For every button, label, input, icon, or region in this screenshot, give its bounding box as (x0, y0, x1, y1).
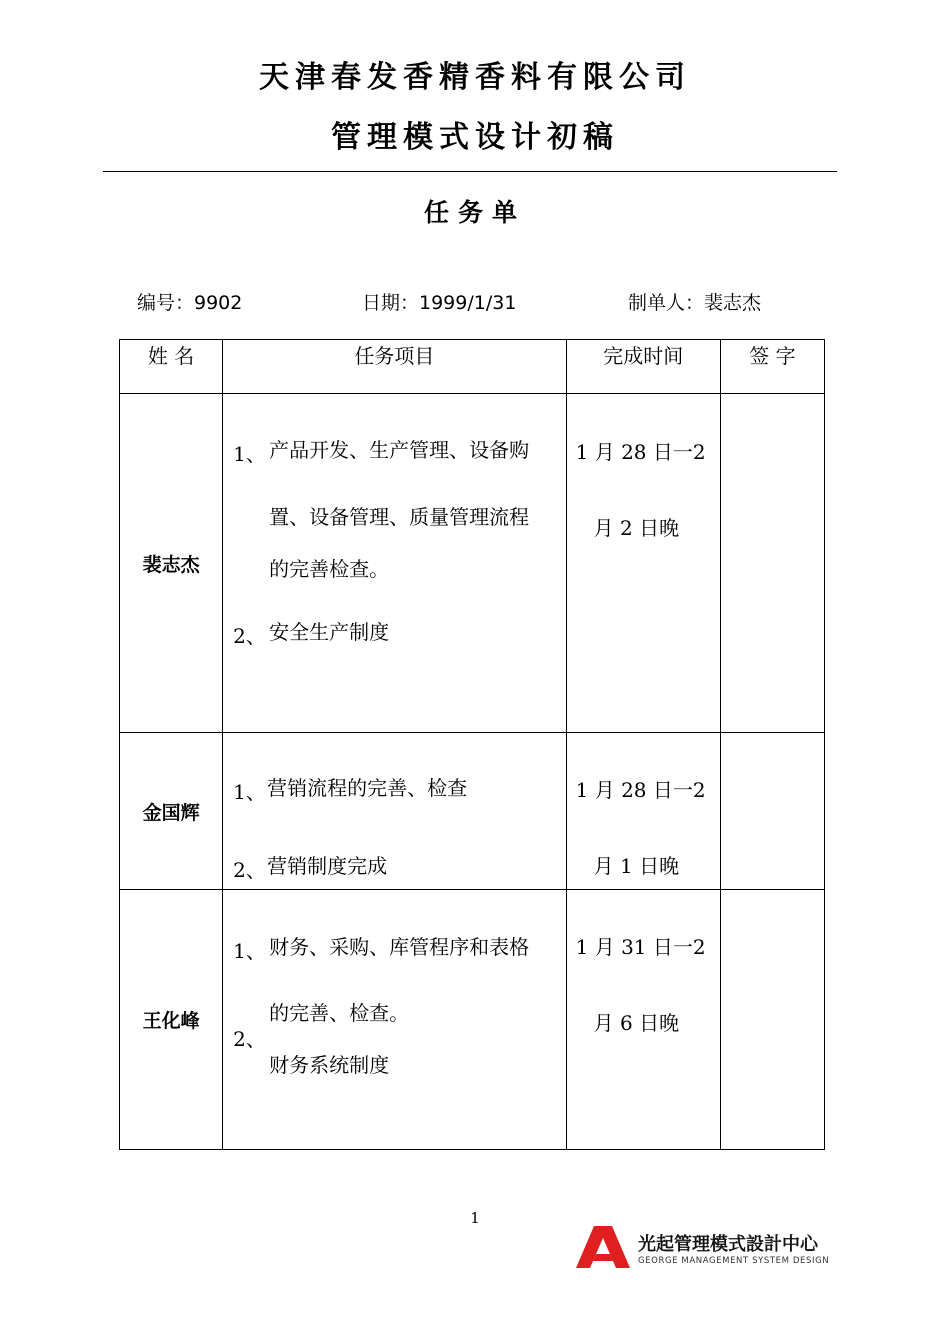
document-subtitle: 管理模式设计初稿 (331, 120, 619, 155)
task-number: 2、 (233, 624, 266, 648)
form-date: 日期：1999/1/31 (362, 292, 517, 314)
header-sign: 签 字 (720, 340, 824, 394)
task-number: 2、 (233, 858, 266, 882)
signature-cell (720, 890, 824, 1150)
task-line: 置、设备管理、质量管理流程 (269, 505, 530, 529)
header-task: 任务项目 (223, 340, 566, 394)
page-number: 1 (470, 1209, 480, 1227)
deadline-line: 1 月 31 日一2 (575, 935, 706, 959)
signature-cell (720, 394, 824, 733)
task-cell (223, 890, 566, 1150)
deadline-cell (566, 733, 720, 890)
task-number: 1、 (233, 939, 266, 963)
task-table (119, 339, 825, 1150)
logo-english-name: GEORGE MANAGEMENT SYSTEM DESIGN (638, 1256, 830, 1266)
header-name: 姓 名 (120, 340, 223, 394)
deadline-line: 1 月 28 日一2 (575, 440, 706, 464)
header-divider (103, 171, 837, 172)
deadline-line: 1 月 28 日一2 (575, 778, 706, 802)
task-line: 的完善、检查。 (269, 1001, 410, 1025)
deadline-line: 月 6 日晚 (593, 1011, 680, 1035)
assignee-name: 金国辉 (120, 733, 223, 890)
table-row (120, 890, 825, 1150)
form-maker: 制单人：裴志杰 (628, 292, 762, 314)
task-number: 1、 (233, 780, 266, 804)
deadline-line: 月 2 日晚 (593, 516, 680, 540)
task-line: 财务、采购、库管程序和表格 (269, 935, 530, 959)
form-title: 任务单 (423, 198, 526, 227)
logo-chinese-name: 光起管理模式設計中心 (638, 1234, 818, 1255)
footer-logo (574, 1226, 844, 1270)
signature-cell (720, 733, 824, 890)
task-number: 2、 (233, 1027, 266, 1051)
deadline-cell (566, 890, 720, 1150)
deadline-line: 月 1 日晚 (593, 854, 680, 878)
task-cell (223, 394, 566, 733)
header-time: 完成时间 (566, 340, 720, 394)
task-line: 营销流程的完善、检查 (267, 776, 468, 800)
task-line: 安全生产制度 (269, 620, 390, 644)
table-header-row (120, 340, 825, 394)
company-name: 天津春发香精香料有限公司 (259, 60, 691, 95)
task-number: 1、 (233, 442, 266, 466)
table-row (120, 394, 825, 733)
assignee-name: 裴志杰 (120, 394, 223, 733)
form-number: 编号：9902 (137, 292, 243, 314)
logo-a-icon (574, 1226, 632, 1268)
task-cell (223, 733, 566, 890)
task-line: 财务系统制度 (269, 1053, 390, 1077)
task-line: 的完善检查。 (269, 557, 390, 581)
table-row (120, 733, 825, 890)
deadline-cell (566, 394, 720, 733)
task-line: 产品开发、生产管理、设备购 (269, 438, 530, 462)
task-line: 营销制度完成 (267, 854, 388, 878)
assignee-name: 王化峰 (120, 890, 223, 1150)
